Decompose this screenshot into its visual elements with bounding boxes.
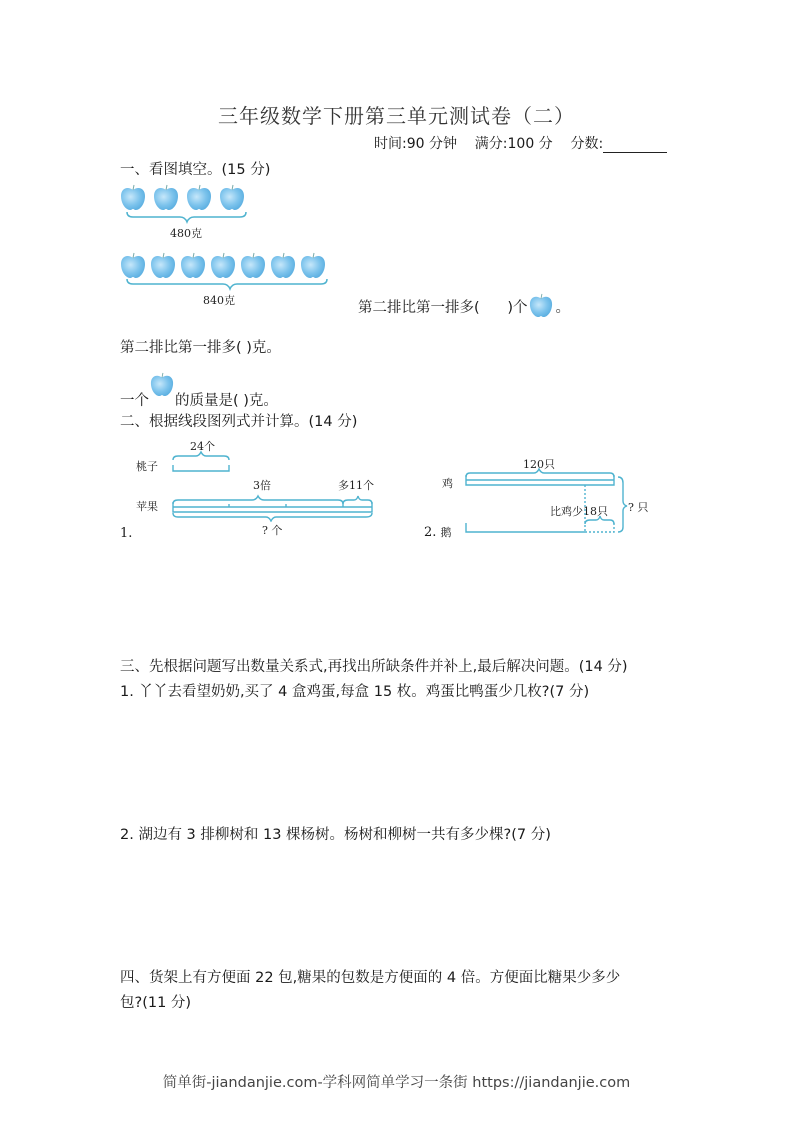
apple-icon	[210, 251, 236, 279]
apple-icon	[186, 183, 212, 211]
line-diagram-1	[168, 450, 380, 522]
apple-icon	[219, 183, 245, 211]
goose-label: 鹅	[440, 526, 452, 539]
diagram-2-number: 2. 鹅	[424, 525, 452, 540]
apple-icon	[150, 251, 176, 279]
apple-icon	[120, 183, 146, 211]
apple-icon	[150, 371, 174, 397]
apple-icon	[240, 251, 266, 279]
chicken-label: 鸡	[442, 477, 453, 490]
time-label: 时间:90 分钟	[374, 136, 457, 152]
question-1-3: 一个 的质量是( )克。	[120, 381, 278, 410]
less-label: 比鸡少18只	[550, 505, 608, 518]
question-1-1: 第二排比第一排多( )个 。	[358, 292, 570, 318]
question-3-1: 1. 丫丫去看望奶奶,买了 4 盒鸡蛋,每盒 15 枚。鸡蛋比鸭蛋少几枚?(7 分)	[120, 684, 590, 700]
section4-line1: 四、货架上有方便面 22 包,糖果的包数是方便面的 4 倍。方便面比糖果少多少	[120, 970, 621, 986]
row1-weight-label: 480克	[170, 227, 202, 240]
line-diagram-2	[460, 465, 630, 537]
total-label-1: ? 个	[262, 524, 283, 537]
row2-brace	[125, 277, 335, 291]
section2-heading: 二、根据线段图列式并计算。(14 分)	[120, 414, 358, 430]
score-blank[interactable]	[603, 138, 667, 153]
apple-label: 苹果	[136, 500, 158, 513]
apple-icon	[300, 251, 326, 279]
row1-brace	[125, 210, 250, 224]
full-score-label: 满分:100 分	[474, 136, 553, 152]
apple-icon	[120, 251, 146, 279]
exam-meta	[374, 133, 667, 153]
row2-weight-label: 840克	[203, 294, 235, 307]
section4-line2: 包?(11 分)	[120, 995, 192, 1011]
diagram-1-number: 1.	[120, 526, 133, 541]
section3-heading: 三、先根据问题写出数量关系式,再找出所缺条件并补上,最后解决问题。(14 分)	[120, 659, 628, 675]
chicken-value: 120只	[523, 458, 555, 471]
question-3-2: 2. 湖边有 3 排柳树和 13 棵杨树。杨树和柳树一共有多少棵?(7 分)	[120, 827, 551, 843]
apple-icon	[153, 183, 179, 211]
apple-icon	[529, 292, 553, 318]
peach-label: 桃子	[136, 460, 158, 473]
section1-heading: 一、看图填空。(15 分)	[120, 162, 271, 178]
more-label: 多11个	[338, 479, 374, 492]
apple-row-1	[120, 183, 252, 211]
peach-value: 24个	[190, 440, 215, 453]
apple-icon	[270, 251, 296, 279]
apple-row-2	[120, 251, 330, 279]
footer-watermark: 简单街-jiandanjie.com-学科网简单学习一条街 https://jiandanjie.com	[162, 1075, 631, 1091]
total-label-2: ? 只	[628, 501, 649, 514]
score-label: 分数:	[570, 136, 604, 152]
times-label: 3倍	[253, 479, 271, 492]
apple-icon	[180, 251, 206, 279]
page-title: 三年级数学下册第三单元测试卷（二）	[218, 104, 575, 128]
question-1-2: 第二排比第一排多( )克。	[120, 340, 281, 356]
